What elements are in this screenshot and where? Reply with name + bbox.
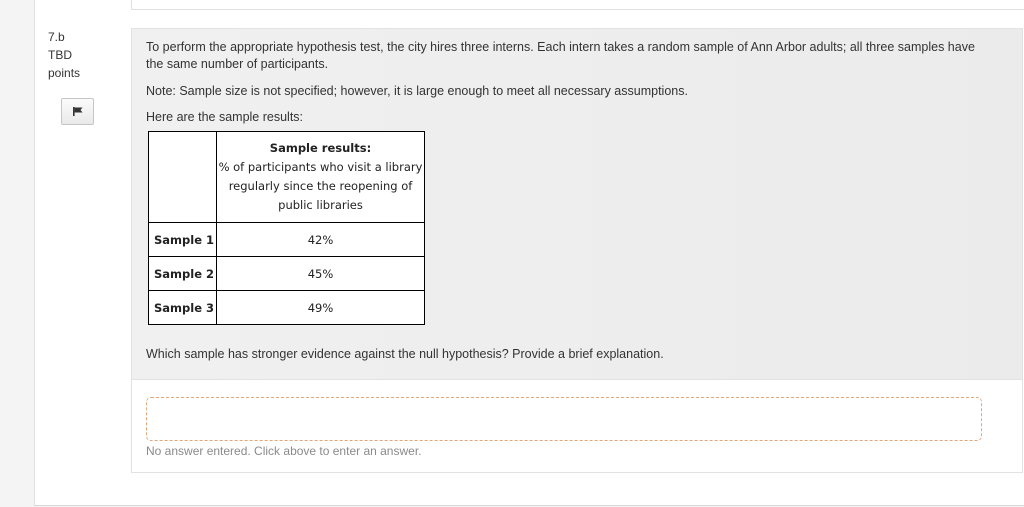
answer-hint: No answer entered. Click above to enter an answer. [146,444,422,458]
row-value: 49% [217,291,425,325]
table-row [149,291,425,325]
row-label: Sample 3 [149,291,217,325]
question-number: 7.b [48,30,65,44]
answer-area [131,380,1023,473]
table-header-row [149,132,425,223]
flag-question-button[interactable] [61,98,94,125]
table-row [149,223,425,257]
results-intro: Here are the sample results: [146,110,304,124]
question-score: TBD [48,48,72,62]
table-header-line: public libraries [278,198,363,212]
table-row [149,257,425,291]
row-value: 45% [217,257,425,291]
table-corner-cell [149,132,217,223]
question-note: Note: Sample size is not specified; however, it is large enough to meet all necessary assumptions. [146,84,688,98]
table-header-cell [217,132,425,223]
row-label: Sample 1 [149,223,217,257]
previous-question-box [131,0,1024,10]
sample-results-table [148,131,425,325]
table-header-line: % of participants who visit a library [218,160,423,174]
table-header-line: regularly since the reopening of [228,179,413,193]
question-prompt: Which sample has stronger evidence against the null hypothesis? Provide a brief explanation. [146,347,664,361]
question-info [48,28,80,82]
row-label: Sample 2 [149,257,217,291]
question-body [131,28,1023,380]
flag-icon [72,106,84,117]
question-intro: To perform the appropriate hypothesis test, the city hires three interns. Each intern takes a random sample of Ann Arbor adults; all three samples have the same number of participants. [146,40,975,71]
question-points-label: points [48,66,81,80]
table-header-title: Sample results: [269,141,372,155]
row-value: 42% [217,223,425,257]
answer-input[interactable] [146,397,982,441]
